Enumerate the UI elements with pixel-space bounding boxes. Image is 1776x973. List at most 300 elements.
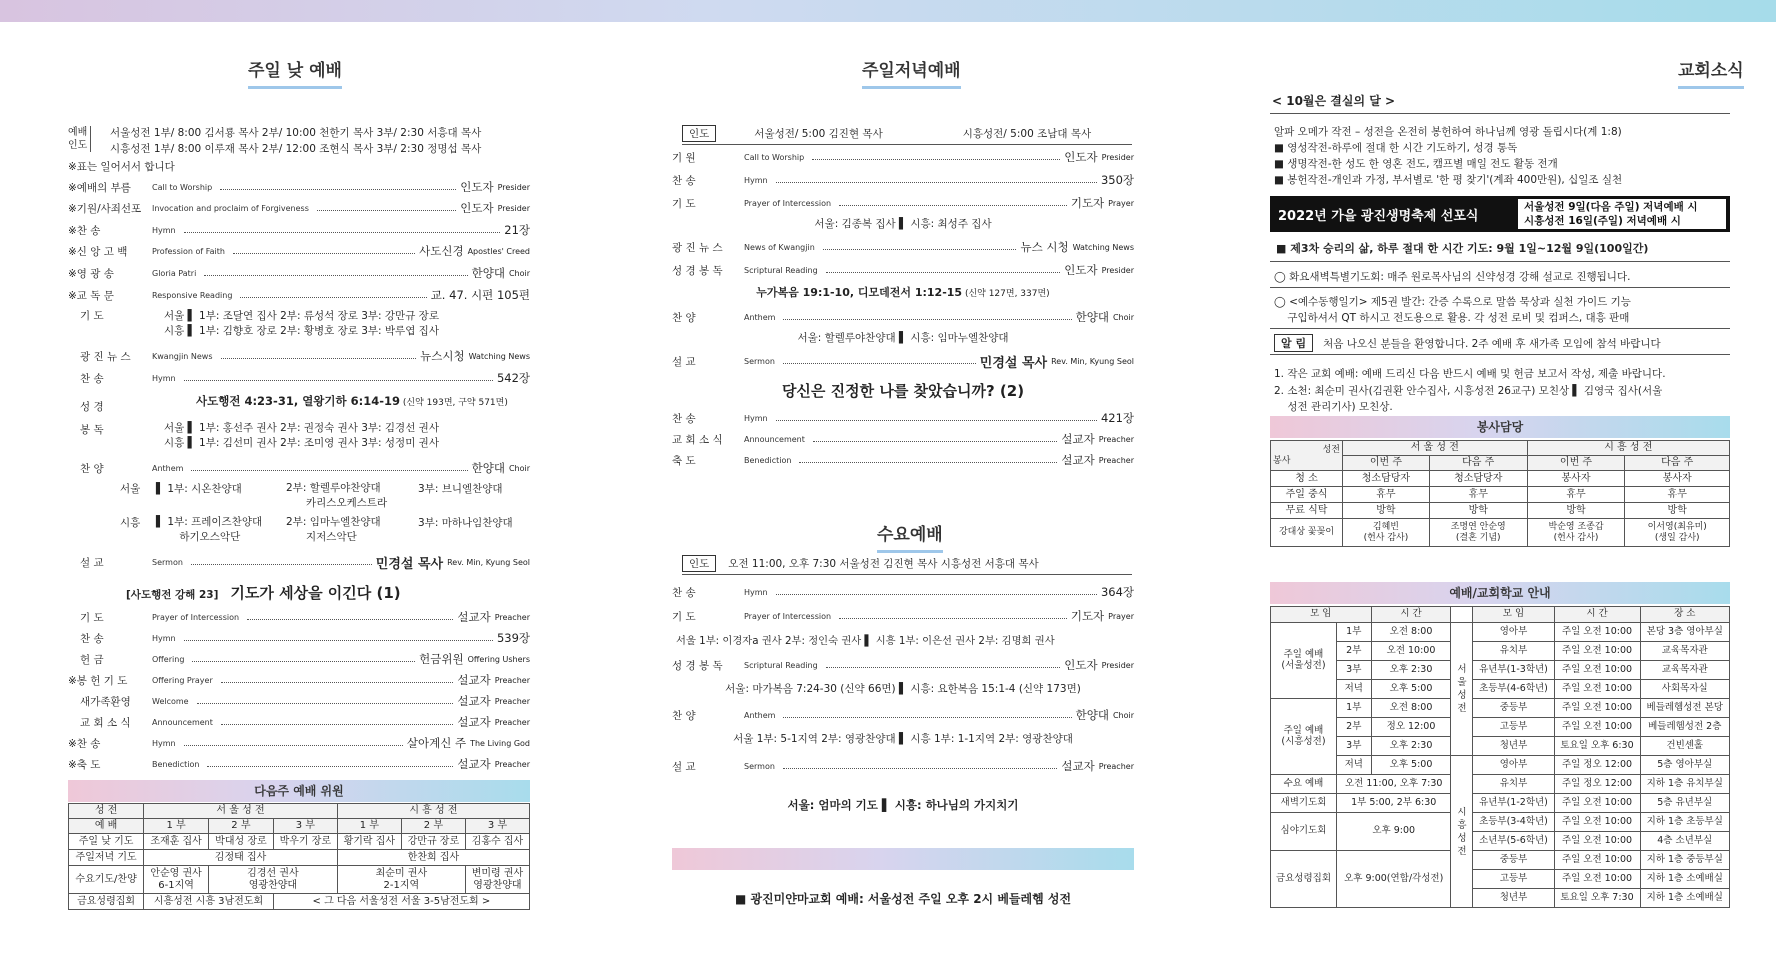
leader-dots <box>799 462 1057 463</box>
item-label: 축 도 <box>672 454 696 467</box>
item-label: 교 회 소 식 <box>672 433 723 446</box>
table-cell: 주일 오전 10:00 <box>1554 699 1640 718</box>
table-cell: 중등부 <box>1473 851 1554 870</box>
table-cell: 주일 정오 12:00 <box>1554 775 1640 794</box>
item-value: 헌금위원 <box>419 652 464 666</box>
table-cell: 2부 <box>1336 642 1371 661</box>
table-cell: 청년부 <box>1473 737 1554 756</box>
item-english: Prayer of Intercession <box>744 611 832 621</box>
table-cell: 오전 8:00 <box>1371 623 1451 642</box>
leader-dots <box>783 363 976 364</box>
table-cell: 최순미 권사 2-1지역 <box>337 866 465 894</box>
table-cell: 지하 1층 소예배실 <box>1640 870 1730 889</box>
sermon-title: 기도가 세상을 이긴다 (1) <box>230 584 401 602</box>
table-cell: 오후 2:30 <box>1371 661 1451 680</box>
table-cell: 방학 <box>1625 503 1730 519</box>
table-cell: 주일 정오 12:00 <box>1554 756 1640 775</box>
table-header: 2 부 <box>209 819 274 834</box>
prayer-seoul: 서울 ▌ 1부: 조달연 집사 2부: 류성석 장로 3부: 강만규 장로 <box>164 310 439 322</box>
table-cell: 5층 유년부실 <box>1640 794 1730 813</box>
item-label: 기 도 <box>672 610 696 623</box>
scripture-label-2: 봉 독 <box>80 424 104 436</box>
item-english: Call to Worship <box>152 182 213 192</box>
notice-diary-1: ◯ <예수동행일기> 제5권 발간: 간증 수록으로 말씀 묵상과 실천 가이드 기능 <box>1274 296 1631 308</box>
small-church-note: 1. 작은 교회 예배: 예배 드리신 다음 반드시 예배 및 헌금 보고서 작성, 제출 바랍니다. <box>1274 368 1666 380</box>
table-header: 시 흥 성 전 <box>337 804 529 819</box>
item-english: Scriptural Reading <box>744 660 818 670</box>
item-label: 기 원 <box>672 151 696 164</box>
table-row <box>1271 756 1730 775</box>
notice-text: 처음 나오신 분들을 환영합니다. 2주 예배 후 새가족 모임에 참석 바랍니다 <box>1323 338 1661 350</box>
item-label: ※신 앙 고 백 <box>68 245 128 258</box>
table-row <box>1271 642 1730 661</box>
guide-badge: 인도 <box>682 125 716 142</box>
table-header: 3 부 <box>273 819 337 834</box>
table-cell: 변미령 권사 영광찬양대 <box>465 866 529 894</box>
third-victory-text: ■ 제3차 승리의 삶, 하루 절대 한 시간 기도: 9월 1일~12월 9일(100일간) <box>1276 242 1649 255</box>
item-value-english: Preacher <box>494 612 530 622</box>
item-label: 성 경 봉 독 <box>672 659 723 672</box>
guide-badge: 인도 <box>682 555 716 572</box>
item-label: 기 도 <box>80 611 104 624</box>
table-header <box>1271 441 1343 471</box>
anthem-seoul-1: ▌ 1부: 시온찬양대 <box>156 483 242 495</box>
table-cell: 강대상 꽃꽂이 <box>1271 519 1343 547</box>
item-value: 사도신경 <box>419 244 464 258</box>
item-value-english: Preacher <box>494 696 530 706</box>
table-cell: 김홍수 집사 <box>465 834 529 850</box>
table-header <box>1451 607 1473 623</box>
item-label: 찬 양 <box>672 709 696 722</box>
table-cell: 저녁 <box>1336 680 1371 699</box>
table-cell: 본당 3층 영아부실 <box>1640 623 1730 642</box>
table-cell: 주일 예배 (서울성전) <box>1271 623 1337 699</box>
table-row <box>1271 471 1730 487</box>
leader-dots <box>191 470 467 471</box>
table-cell: 소년부(5-6학년) <box>1473 832 1554 851</box>
table-cell: 새벽기도회 <box>1271 794 1337 813</box>
reader-siheung: 시흥 ▌ 1부: 김선미 권사 2부: 조미영 권사 3부: 성정미 권사 <box>164 437 439 449</box>
table-cell: 방학 <box>1527 503 1625 519</box>
table-cell: 휴무 <box>1527 487 1625 503</box>
item-english: Offering <box>152 654 185 664</box>
order-sermon <box>80 553 530 571</box>
order-welcome <box>80 692 530 710</box>
leader-dots <box>197 703 454 704</box>
table-cell: 지하 1층 소예배실 <box>1640 889 1730 908</box>
wed-sermon-titles: 서울: 엄마의 기도 ▌ 시흥: 하나님의 가지치기 <box>787 798 1019 812</box>
header-temple: 성전 <box>1322 444 1340 455</box>
table-cell: 주일 낮 기도 <box>69 834 144 850</box>
item-value: 교. 47. 시편 105편 <box>430 288 530 302</box>
table-cell: 이서영(최유미) (생일 감사) <box>1625 519 1730 547</box>
table-header: 2 부 <box>401 819 465 834</box>
leader-dots <box>184 380 493 381</box>
leader-dots <box>191 564 372 565</box>
table-cell: 방학 <box>1429 503 1527 519</box>
table-cell: 지하 1층 중등부실 <box>1640 851 1730 870</box>
item-value-english: Rev. Min, Kyung Seol <box>447 557 530 567</box>
table-cell: 2부 <box>1336 718 1371 737</box>
table-cell: 영아부 <box>1473 623 1554 642</box>
anthem-siheung-label: 시흥 <box>120 517 141 529</box>
item-english: Hymn <box>744 413 768 423</box>
leader-dots <box>823 249 1017 250</box>
item-value-english: Preacher <box>494 759 530 769</box>
leader-dots <box>776 420 1097 421</box>
order-hymn-1 <box>68 221 530 239</box>
divider <box>1270 261 1730 262</box>
item-value: 인도자 <box>1064 263 1098 277</box>
item-english: Prayer of Intercession <box>152 612 240 622</box>
table-cell: 1부 <box>1336 699 1371 718</box>
item-value-english: Presider <box>1101 265 1134 275</box>
notice-tuesday: ◯ 화요새벽특별기도회: 매주 원로목사님의 신약성경 강해 설교로 진행됩니다. <box>1274 271 1631 283</box>
prayer-label: 기 도 <box>80 310 104 322</box>
table-header: 예 배 <box>69 819 144 834</box>
table-cell: 조재훈 집사 <box>144 834 209 850</box>
leader-dots <box>826 272 1061 273</box>
item-label: 찬 송 <box>672 174 696 187</box>
item-english: Sermon <box>152 557 183 567</box>
item-value: 민경설 목사 <box>979 355 1048 371</box>
sermon-heading <box>126 582 401 603</box>
leader-dots <box>184 640 493 641</box>
scripture-verses: 누가복음 19:1-10, 디모데전서 1:12-15 <box>756 286 963 299</box>
item-label: ※봉 헌 기 도 <box>68 674 128 687</box>
wednesday-guide-text: 오전 11:00, 오후 7:30 서울성전 김진현 목사 시흥성전 서흥대 목사 <box>728 558 1039 570</box>
item-label: ※찬 송 <box>68 224 101 237</box>
table-cell: 지하 1층 초등부실 <box>1640 813 1730 832</box>
item-english: Scriptural Reading <box>744 265 818 275</box>
item-value: 542장 <box>496 371 530 385</box>
leader-dots <box>221 358 417 359</box>
anthem-seoul-label: 서울 <box>120 483 141 495</box>
wed-order-prayer <box>672 607 1134 625</box>
table-cell: 3부 <box>1336 661 1371 680</box>
table-cell: 조명연 안순영 (결혼 기념) <box>1429 519 1527 547</box>
table-header: 서 울 성 전 <box>144 804 338 819</box>
item-english: Offering Prayer <box>152 675 213 685</box>
condolence-2: 성전 관리기사) 모친상. <box>1274 401 1393 413</box>
leader-dots <box>184 232 501 233</box>
table-row <box>1271 718 1730 737</box>
table-cell: 청년부 <box>1473 889 1554 908</box>
order-hymn-3 <box>80 629 530 647</box>
item-english: Profession of Faith <box>152 246 225 256</box>
item-value-english: Presider <box>1101 152 1134 162</box>
item-label: ※교 독 문 <box>68 289 114 302</box>
item-value-english: The Living God <box>470 738 530 748</box>
item-value: 민경설 목사 <box>375 556 444 572</box>
festival-seoul: 서울성전 9일(다음 주일) 저녁예배 시 <box>1524 201 1698 213</box>
item-value: 한양대 <box>1075 708 1109 722</box>
item-value: 인도자 <box>460 201 494 215</box>
item-label: ※영 광 송 <box>68 267 114 280</box>
table-header: 시 흥 성 전 <box>1527 441 1729 456</box>
table-cell: 주일 오전 10:00 <box>1554 813 1640 832</box>
item-english: Announcement <box>744 434 805 444</box>
order-anthem <box>672 308 1134 326</box>
item-value: 뉴스 시청 <box>1020 240 1069 254</box>
item-english: Responsive Reading <box>152 290 233 300</box>
table-header: 성 전 <box>69 804 144 819</box>
table-row <box>69 834 530 850</box>
table-cell: 오후 5:00 <box>1371 756 1451 775</box>
item-value: 설교자 <box>457 757 491 771</box>
sermon-series: [사도행전 강해 23] <box>126 589 219 601</box>
item-value-english: Preacher <box>1098 761 1134 771</box>
table-cell: 베들레헴성전 본당 <box>1640 699 1730 718</box>
wed-anthem-names: 서울 1부: 5-1지역 2부: 영광찬양대 ▌ 시흥 1부: 1-1지역 2부: 영광찬양대 <box>733 733 1073 745</box>
item-label: ※예배의 부름 <box>68 181 131 194</box>
table-row <box>1271 519 1730 547</box>
item-value-english: Preacher <box>494 717 530 727</box>
table-cell: 오후 9:00(연합/각성전) <box>1336 851 1450 908</box>
table-cell: 박우기 장로 <box>273 834 337 850</box>
table-cell: 주일 중식 <box>1271 487 1343 503</box>
item-label: 찬 송 <box>80 372 104 385</box>
table-cell: 1부 5:00, 2부 6:30 <box>1336 794 1450 813</box>
wed-order-sermon <box>672 757 1134 775</box>
wednesday-title: 수요예배 <box>877 520 943 553</box>
item-value: 기도자 <box>1070 196 1105 210</box>
item-value: 설교자 <box>1061 453 1095 467</box>
item-value: 364장 <box>1100 585 1134 599</box>
church-news-column <box>1270 0 1744 973</box>
order-news <box>80 347 530 365</box>
item-value-english: Rev. Min, Kyung Seol <box>1051 356 1134 366</box>
order-call-to-worship <box>68 178 530 196</box>
anthem-seoul-2: 2부: 할렐루야찬양대 카리스오케스트라 <box>286 482 388 509</box>
table-row <box>1271 813 1730 832</box>
item-value: 기도자 <box>1070 609 1105 623</box>
item-label: 찬 양 <box>80 462 104 475</box>
table-row <box>1271 503 1730 519</box>
item-value-english: Preacher <box>1098 434 1134 444</box>
item-english: Call to Worship <box>744 152 805 162</box>
service-duty-table <box>1270 440 1730 547</box>
item-value-english: Presider <box>1101 660 1134 670</box>
leader-dots <box>220 189 456 190</box>
page-title: 주일 낮 예배 <box>248 56 342 89</box>
item-label: 설 교 <box>80 556 104 569</box>
table-cell: 봉사자 <box>1625 471 1730 487</box>
table-row <box>69 894 530 910</box>
item-label: 설 교 <box>672 355 696 368</box>
anthem-siheung-1: ▌ 1부: 프레이즈찬양대 하기오스악단 <box>156 516 263 543</box>
table-cell: 교육목자관 <box>1640 642 1730 661</box>
item-english: Hymn <box>152 738 176 748</box>
divider <box>1270 354 1730 355</box>
bullet-1: ■ 영성작전-하루에 절대 한 시간 기도하기, 성경 통독 <box>1274 142 1518 154</box>
item-value: 421장 <box>1100 411 1134 425</box>
wed-order-scripture <box>672 656 1134 674</box>
item-value: 설교자 <box>1061 432 1095 446</box>
leader-dots <box>184 745 403 746</box>
item-english: Gloria Patri <box>152 268 197 278</box>
table-header: 1 부 <box>337 819 401 834</box>
leader-dots <box>221 724 453 725</box>
month-theme: < 10월은 결실의 달 > <box>1272 94 1396 108</box>
table-header: 1 부 <box>144 819 209 834</box>
table-cell: 베들레헴성전 2층 <box>1640 718 1730 737</box>
wednesday-guide-row <box>682 555 1132 575</box>
anthem-siheung-2: 2부: 임마누엘찬양대 지저스악단 <box>286 516 381 543</box>
next-week-table <box>68 803 530 910</box>
table-cell: 주일 오전 10:00 <box>1554 794 1640 813</box>
table-header: 이번 주 <box>1527 456 1625 471</box>
table-cell: 주일 오전 10:00 <box>1554 718 1640 737</box>
table-row <box>1271 680 1730 699</box>
item-label: 성 경 봉 독 <box>672 264 723 277</box>
item-label: 기 도 <box>672 197 696 210</box>
standing-note: ※표는 일어서서 합니다 <box>68 161 175 173</box>
next-week-title: 다음주 예배 위원 <box>68 780 530 802</box>
table-cell: 유치부 <box>1473 642 1554 661</box>
prayer-names: 서울: 김종복 집사 ▌ 시흥: 최성주 집사 <box>814 218 992 230</box>
order-news <box>672 238 1134 256</box>
order-benediction <box>68 755 530 773</box>
leader-dots <box>812 159 1060 160</box>
table-row <box>1271 487 1730 503</box>
leader-dots <box>192 661 415 662</box>
table-cell: 오전 8:00 <box>1371 699 1451 718</box>
leader-dots <box>783 768 1057 769</box>
table-cell: 안순영 권사 6-1지역 <box>144 866 209 894</box>
page-title: 주일저녁예배 <box>862 56 961 89</box>
leader-dots <box>776 594 1097 595</box>
item-value-english: Offering Ushers <box>467 654 530 664</box>
item-label: ※찬 송 <box>68 737 101 750</box>
order-responsive-reading <box>68 286 530 304</box>
schedule-title: 예배/교회학교 안내 <box>1270 582 1730 604</box>
item-english: Sermon <box>744 356 775 366</box>
leader-dots <box>776 182 1097 183</box>
item-english: Prayer of Intercession <box>744 198 832 208</box>
table-cell: 박순영 조종갑 (헌사 감사) <box>1527 519 1625 547</box>
item-english: Hymn <box>744 587 768 597</box>
leader-dots <box>247 619 453 620</box>
item-label: ※축 도 <box>68 758 101 771</box>
item-english: Hymn <box>152 633 176 643</box>
alpha-omega-text: 알파 오메가 작전 – 성전을 온전히 봉헌하여 하나님께 영광 돌립시다(계 1:8) <box>1274 126 1622 138</box>
table-header: 시 간 <box>1371 607 1451 623</box>
table-cell: 주일저녁 기도 <box>69 850 144 866</box>
order-hymn-2 <box>80 369 530 387</box>
wed-scripture-text: 서울: 마가복음 7:24-30 (신약 66면) ▌ 시흥: 요한복음 15:1-4 (신약 173면) <box>725 683 1081 695</box>
header-service: 봉사 <box>1273 455 1291 466</box>
anthem-siheung-3: 3부: 마하나임찬양대 <box>418 517 513 529</box>
sunday-service-column <box>68 0 530 973</box>
order-hymn-2 <box>672 409 1134 427</box>
item-value: 설교자 <box>457 610 491 624</box>
item-value-english: Presider <box>497 203 530 213</box>
table-cell: 방학 <box>1343 503 1430 519</box>
item-english: Invocation and proclaim of Forgiveness <box>152 203 309 213</box>
leader-dots <box>221 682 454 683</box>
table-cell: 초등부(3-4학년) <box>1473 813 1554 832</box>
item-label: ※기원/사죄선포 <box>68 202 142 215</box>
table-cell: 건빈센홀 <box>1640 737 1730 756</box>
table-header: 다음 주 <box>1429 456 1527 471</box>
evening-service-column <box>672 0 1134 973</box>
item-value-english: Prayer <box>1108 611 1134 621</box>
scripture-text <box>196 393 508 409</box>
table-cell: 5층 영아부실 <box>1640 756 1730 775</box>
table-row <box>1271 623 1730 642</box>
leader-dots <box>317 210 456 211</box>
order-announcement <box>80 713 530 731</box>
guide-siheung: 시흥성전/ 5:00 조남대 목사 <box>962 128 1092 140</box>
leader-dots <box>839 618 1067 619</box>
item-value: 539장 <box>496 631 530 645</box>
leader-dots <box>826 667 1061 668</box>
anthem-names: 서울: 할렐루야찬양대 ▌ 시흥: 임마누엘찬양대 <box>797 332 1009 344</box>
service-duty-title: 봉사담당 <box>1270 416 1730 438</box>
item-value: 인도자 <box>1064 150 1098 164</box>
table-cell: 사회목자실 <box>1640 680 1730 699</box>
divider <box>1270 113 1730 114</box>
table-cell: 토요일 오후 7:30 <box>1554 889 1640 908</box>
order-sermon <box>672 352 1134 370</box>
table-cell: 오후 9:00 <box>1336 813 1450 851</box>
table-cell: 청 소 <box>1271 471 1343 487</box>
table-cell: 지하 1층 유치부실 <box>1640 775 1730 794</box>
table-cell: 주일 오전 10:00 <box>1554 851 1640 870</box>
item-english: Sermon <box>744 761 775 771</box>
order-offering-prayer <box>68 671 530 689</box>
item-value: 한양대 <box>471 266 505 280</box>
table-row <box>1271 851 1730 870</box>
item-value: 뉴스시청 <box>420 349 465 363</box>
item-label: 헌 금 <box>80 653 104 666</box>
leader-dots <box>233 253 415 254</box>
table-header: 이번 주 <box>1343 456 1430 471</box>
item-english: Hymn <box>744 175 768 185</box>
item-value: 21장 <box>504 223 530 237</box>
item-label: 설 교 <box>672 760 696 773</box>
item-english: Hymn <box>152 373 176 383</box>
festival-times <box>1518 199 1726 229</box>
item-value: 한양대 <box>471 461 505 475</box>
order-prayer <box>672 194 1134 212</box>
item-value: 살아계신 주 <box>406 736 467 750</box>
item-label: 광 진 뉴 스 <box>80 350 131 363</box>
table-cell: 고등부 <box>1473 718 1554 737</box>
item-value: 설교자 <box>457 673 491 687</box>
table-row <box>69 866 530 894</box>
item-value: 350장 <box>1100 173 1134 187</box>
leader-dots <box>204 275 467 276</box>
table-cell: 교육목자관 <box>1640 661 1730 680</box>
scripture-pages: (신약 127면, 337면) <box>962 289 1050 299</box>
table-header: 시 간 <box>1554 607 1640 623</box>
leader-dots <box>783 717 1071 718</box>
table-row <box>1271 661 1730 680</box>
item-english: Anthem <box>744 710 776 720</box>
leader-dots <box>240 297 426 298</box>
table-cell: 주일 오전 10:00 <box>1554 642 1640 661</box>
table-cell: 토요일 오후 6:30 <box>1554 737 1640 756</box>
table-cell: 수요 예배 <box>1271 775 1337 794</box>
item-english: Kwangjin News <box>152 351 213 361</box>
order-offering <box>80 650 530 668</box>
item-english: Benediction <box>744 455 792 465</box>
item-label: 새가족환영 <box>80 695 131 708</box>
table-header: 3 부 <box>465 819 529 834</box>
table-header: 다음 주 <box>1625 456 1730 471</box>
